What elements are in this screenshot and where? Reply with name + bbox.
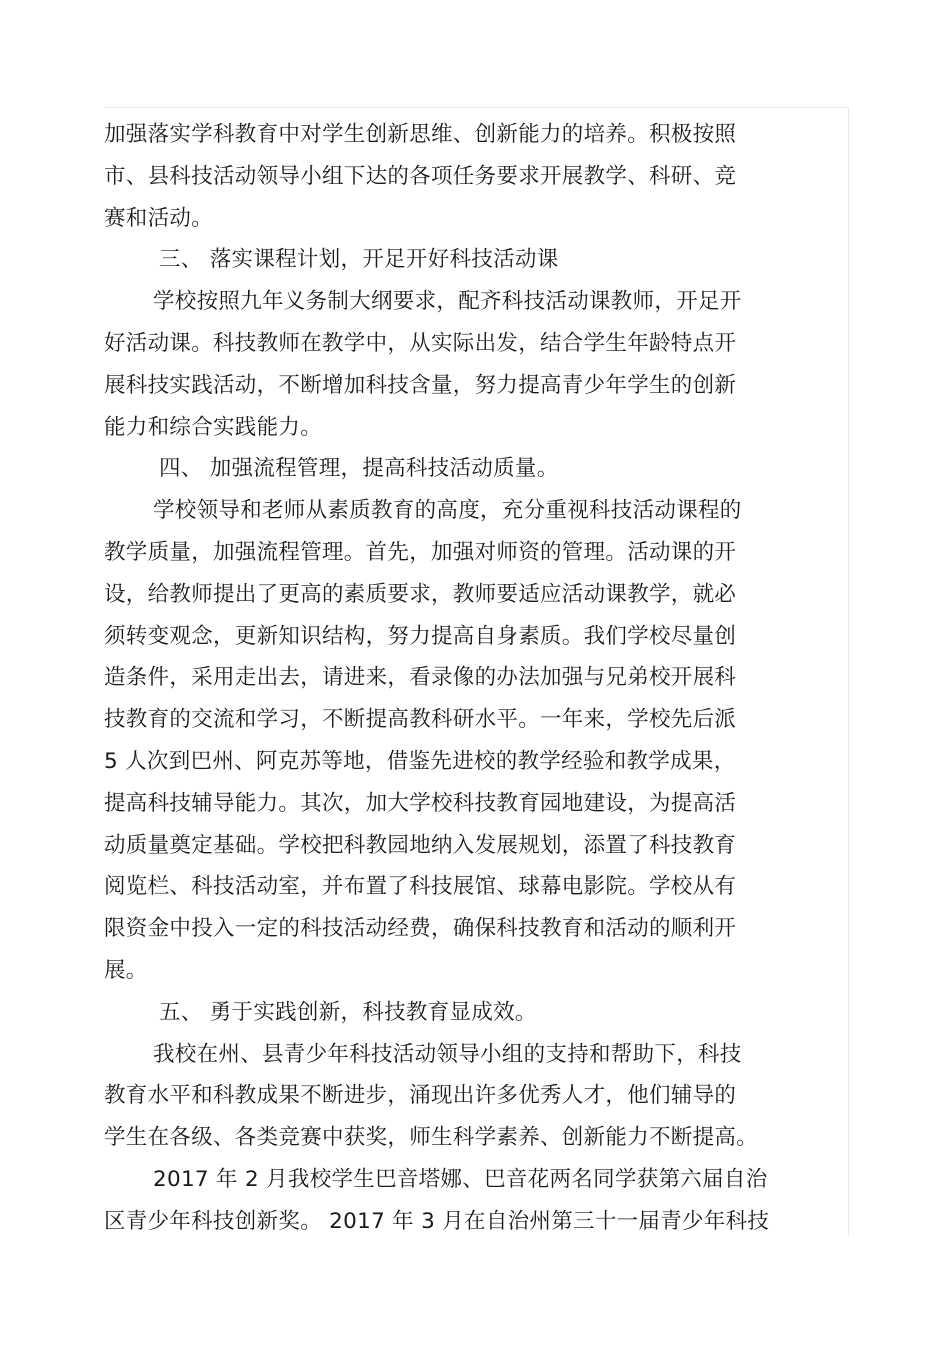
text-line: 提高科技辅导能力。其次，加大学校科技教育园地建设，为提高活 (104, 790, 737, 816)
section-heading: 四、 加强流程管理，提高科技活动质量。 (159, 456, 559, 482)
text-line: 赛和活动。 (104, 205, 214, 231)
text-line: 展。 (104, 957, 148, 983)
text-line: 教学质量，加强流程管理。首先，加强对师资的管理。活动课的开 (104, 539, 737, 565)
text-line: 我校在州、县青少年科技活动领导小组的支持和帮助下，科技 (153, 1041, 742, 1067)
text-line: 加强落实学科教育中对学生创新思维、创新能力的培养。积极按照 (104, 122, 737, 147)
text-line: 限资金中投入一定的科技活动经费，确保科技教育和活动的顺利开 (104, 916, 737, 942)
text-line: 教育水平和科教成果不断进步，涌现出许多优秀人才，他们辅导的 (104, 1083, 737, 1109)
text-line: 学生在各级、各类竞赛中获奖，师生科学素养、创新能力不断提高。 (104, 1125, 759, 1151)
document-body (104, 114, 844, 1243)
text-line: 学校领导和老师从素质教育的高度，充分重视科技活动课程的 (153, 498, 742, 524)
text-line: 能力和综合实践能力。 (104, 414, 323, 440)
text-line: 阅览栏、科技活动室，并布置了科技展馆、球幕电影院。学校从有 (104, 874, 737, 900)
text-line: 造条件，采用走出去，请进来，看录像的办法加强与兄弟校开展科 (104, 665, 737, 691)
text-line: 技教育的交流和学习，不断提高教科研水平。一年来，学校先后派 (104, 707, 737, 733)
section-heading: 五、 勇于实践创新，科技教育显成效。 (159, 999, 537, 1025)
text-line: 2017 年 2 月我校学生巴音塔娜、巴音花两名同学获第六届自治 (153, 1166, 768, 1192)
text-line: 市、县科技活动领导小组下达的各项任务要求开展教学、科研、竞 (104, 163, 737, 189)
section-heading: 三、 落实课程计划，开足开好科技活动课 (159, 247, 559, 273)
text-line: 须转变观念，更新知识结构，努力提高自身素质。我们学校尽量创 (104, 623, 737, 649)
text-line: 5 人次到巴州、阿克苏等地，借鉴先进校的教学经验和教学成果， (104, 748, 736, 774)
text-line: 设，给教师提出了更高的素质要求，教师要适应活动课教学，就必 (104, 581, 737, 607)
text-line: 展科技实践活动，不断增加科技含量，努力提高青少年学生的创新 (104, 372, 737, 398)
text-line: 区青少年科技创新奖。 2017 年 3 月在自治州第三十一届青少年科技 (104, 1208, 770, 1234)
text-line: 学校按照九年义务制大纲要求，配齐科技活动课教师，开足开 (153, 289, 742, 315)
text-line: 动质量奠定基础。学校把科教园地纳入发展规划，添置了科技教育 (104, 832, 737, 858)
text-line: 好活动课。科技教师在教学中，从实际出发，结合学生年龄特点开 (104, 330, 737, 356)
